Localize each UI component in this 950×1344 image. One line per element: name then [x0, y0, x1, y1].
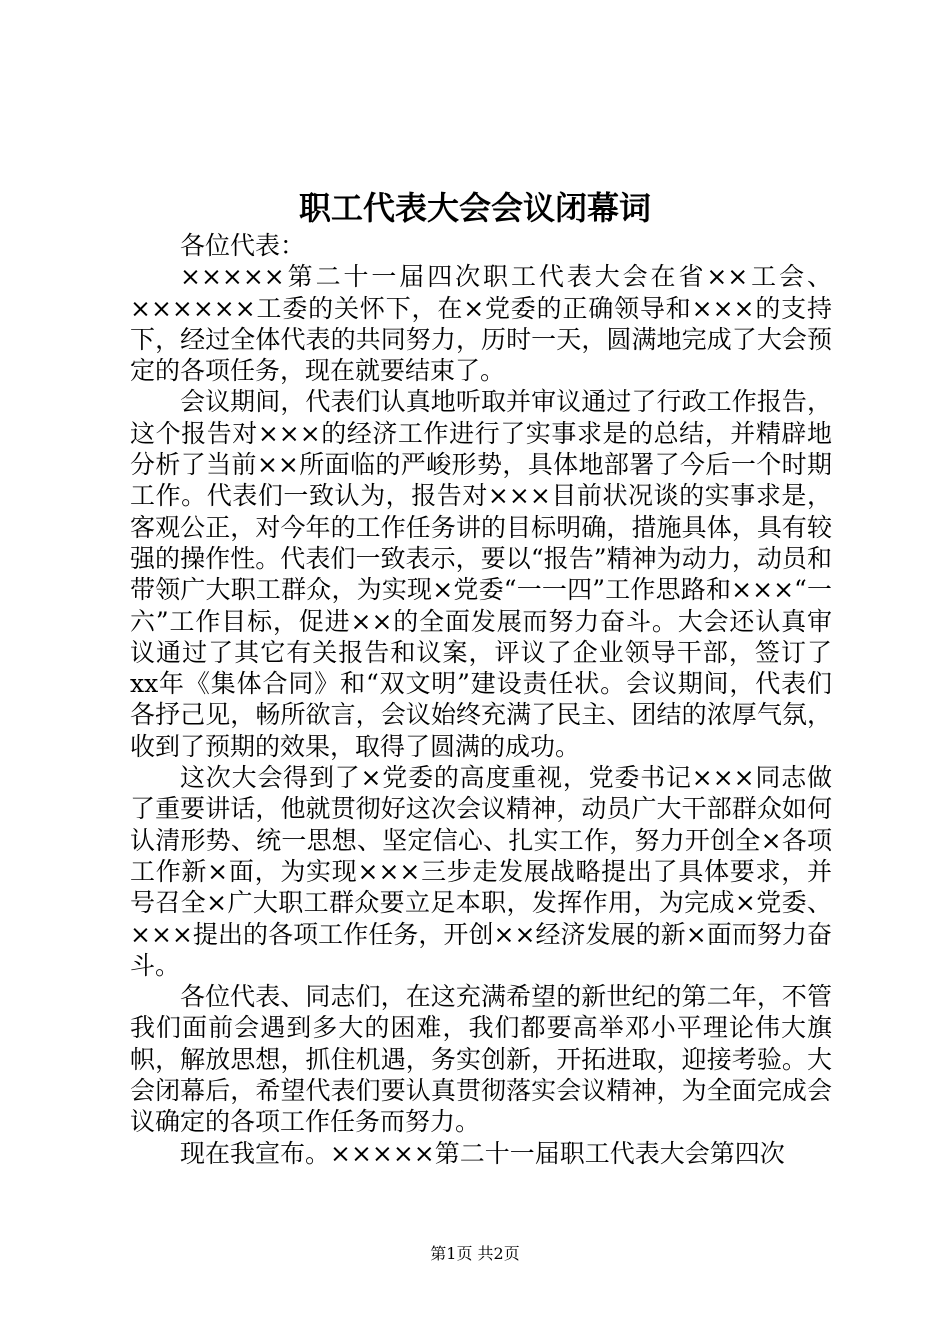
body-paragraph: 会议期间，代表们认真地听取并审议通过了行政工作报告，这个报告对×××的经济工作进行了实事求是的总结，并精辟地分析了当前××所面临的严峻形势，具体地部署了今后一个时期工作。代表们一致认为，报告对×××目前状况谈的实事求是，客观公正，对今年的工作任务讲的目标明确，措施具体，具有较强的操作性。代表们一致表示，要以“报告”精神为动力，动员和带领广大职工群众，为实现×党委“一一四”工作思路和×××“一六”工作目标，促进××的全面发展而努力奋斗。大会还认真审议通过了其它有关报告和议案，评议了企业领导干部，签订了xx年《集体合同》和“双文明”建设责任状。会议期间，代表们各抒己见，畅所欲言，会议始终充满了民主、团结的浓厚气氛，收到了预期的效果，取得了圆满的成功。 — [130, 387, 832, 761]
document-title: 职工代表大会会议闭幕词 — [298, 189, 651, 227]
body-paragraph: 现在我宣布。×××××第二十一届职工代表大会第四次 — [180, 1138, 785, 1168]
body-paragraph: ×××××第二十一届四次职工代表大会在省××工会、××××××工委的关怀下，在×党委的正确领导和×××的支持下，经过全体代表的共同努力，历时一天，圆满地完成了大会预定的各项任务，现在就要结束了。 — [130, 262, 832, 386]
document-body — [130, 230, 832, 1169]
body-paragraph: 这次大会得到了×党委的高度重视，党委书记×××同志做了重要讲话，他就贯彻好这次会议精神，动员广大干部群众如何认清形势、统一思想、坚定信心、扎实工作，努力开创全×各项工作新×面，为实现×××三步走发展战略提出了具体要求，并号召全×广大职工群众要立足本职，发挥作用，为完成×党委、×××提出的各项工作任务，开创××经济发展的新×面而努力奋斗。 — [130, 763, 832, 980]
salutation-paragraph: 各位代表： — [180, 231, 306, 260]
body-paragraph: 各位代表、同志们，在这充满希望的新世纪的第二年，不管我们面前会遇到多大的困难，我们都要高举邓小平理论伟大旗帜，解放思想，抓住机遇，务实创新，开拓进取，迎接考验。大会闭幕后，希望代表们要认真贯彻落实会议精神，为全面完成会议确定的各项工作任务而努力。 — [130, 982, 832, 1137]
page-number-footer: 第1页 共2页 — [430, 1244, 520, 1263]
